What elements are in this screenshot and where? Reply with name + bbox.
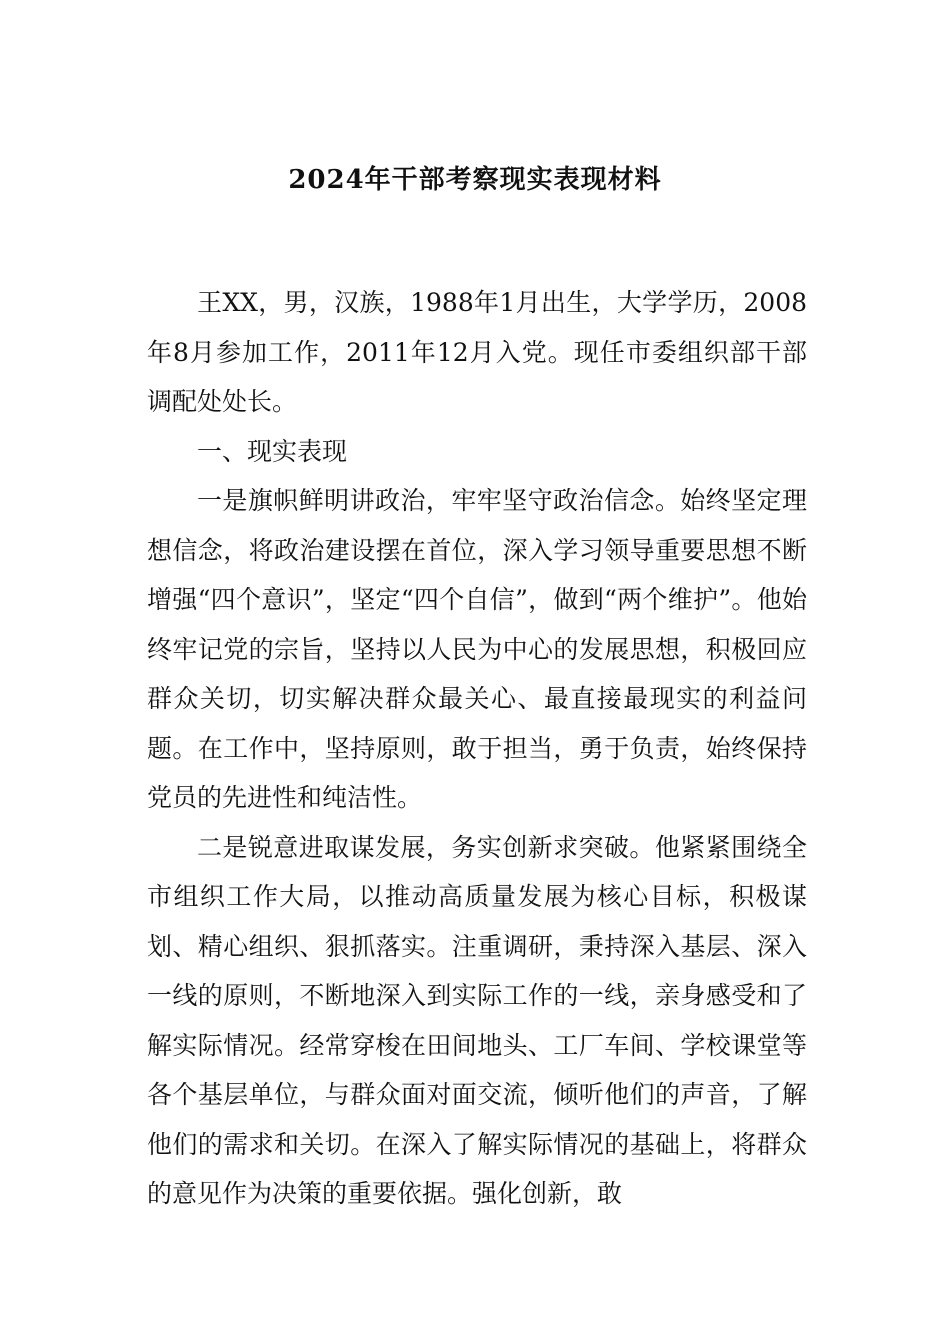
paragraph-profile: 王XX，男，汉族，1988年1月出生，大学学历，2008年8月参加工作，2011年12月入党。现任市委组织部干部调配处处长。 xyxy=(147,288,807,416)
document-body xyxy=(147,278,807,1219)
paragraph-politics: 一是旗帜鲜明讲政治，牢牢坚守政治信念。始终坚定理想信念，将政治建设摆在首位，深入学习领导重要思想不断增强“四个意识”，坚定“四个自信”，做到“两个维护”。他始终牢记党的宗旨，坚持以人民为中心的发展思想，积极回应群众关切，切实解决群众最关心、最直接最现实的利益问题。在工作中，坚持原则，敢于担当，勇于负责，始终保持党员的先进性和纯洁性。 xyxy=(147,486,807,812)
paragraph-development: 二是锐意进取谋发展，务实创新求突破。他紧紧围绕全市组织工作大局，以推动高质量发展为核心目标，积极谋划、精心组织、狠抓落实。注重调研，秉持深入基层、深入一线的原则，不断地深入到实际工作的一线，亲身感受和了解实际情况。经常穿梭在田间地头、工厂车间、学校课堂等各个基层单位，与群众面对面交流，倾听他们的声音，了解他们的需求和关切。在深入了解实际情况的基础上，将群众的意见作为决策的重要依据。强化创新，敢 xyxy=(147,832,807,1208)
section-heading-performance: 一、现实表现 xyxy=(197,436,348,466)
document-title: 2024年干部考察现实表现材料 xyxy=(288,165,662,195)
